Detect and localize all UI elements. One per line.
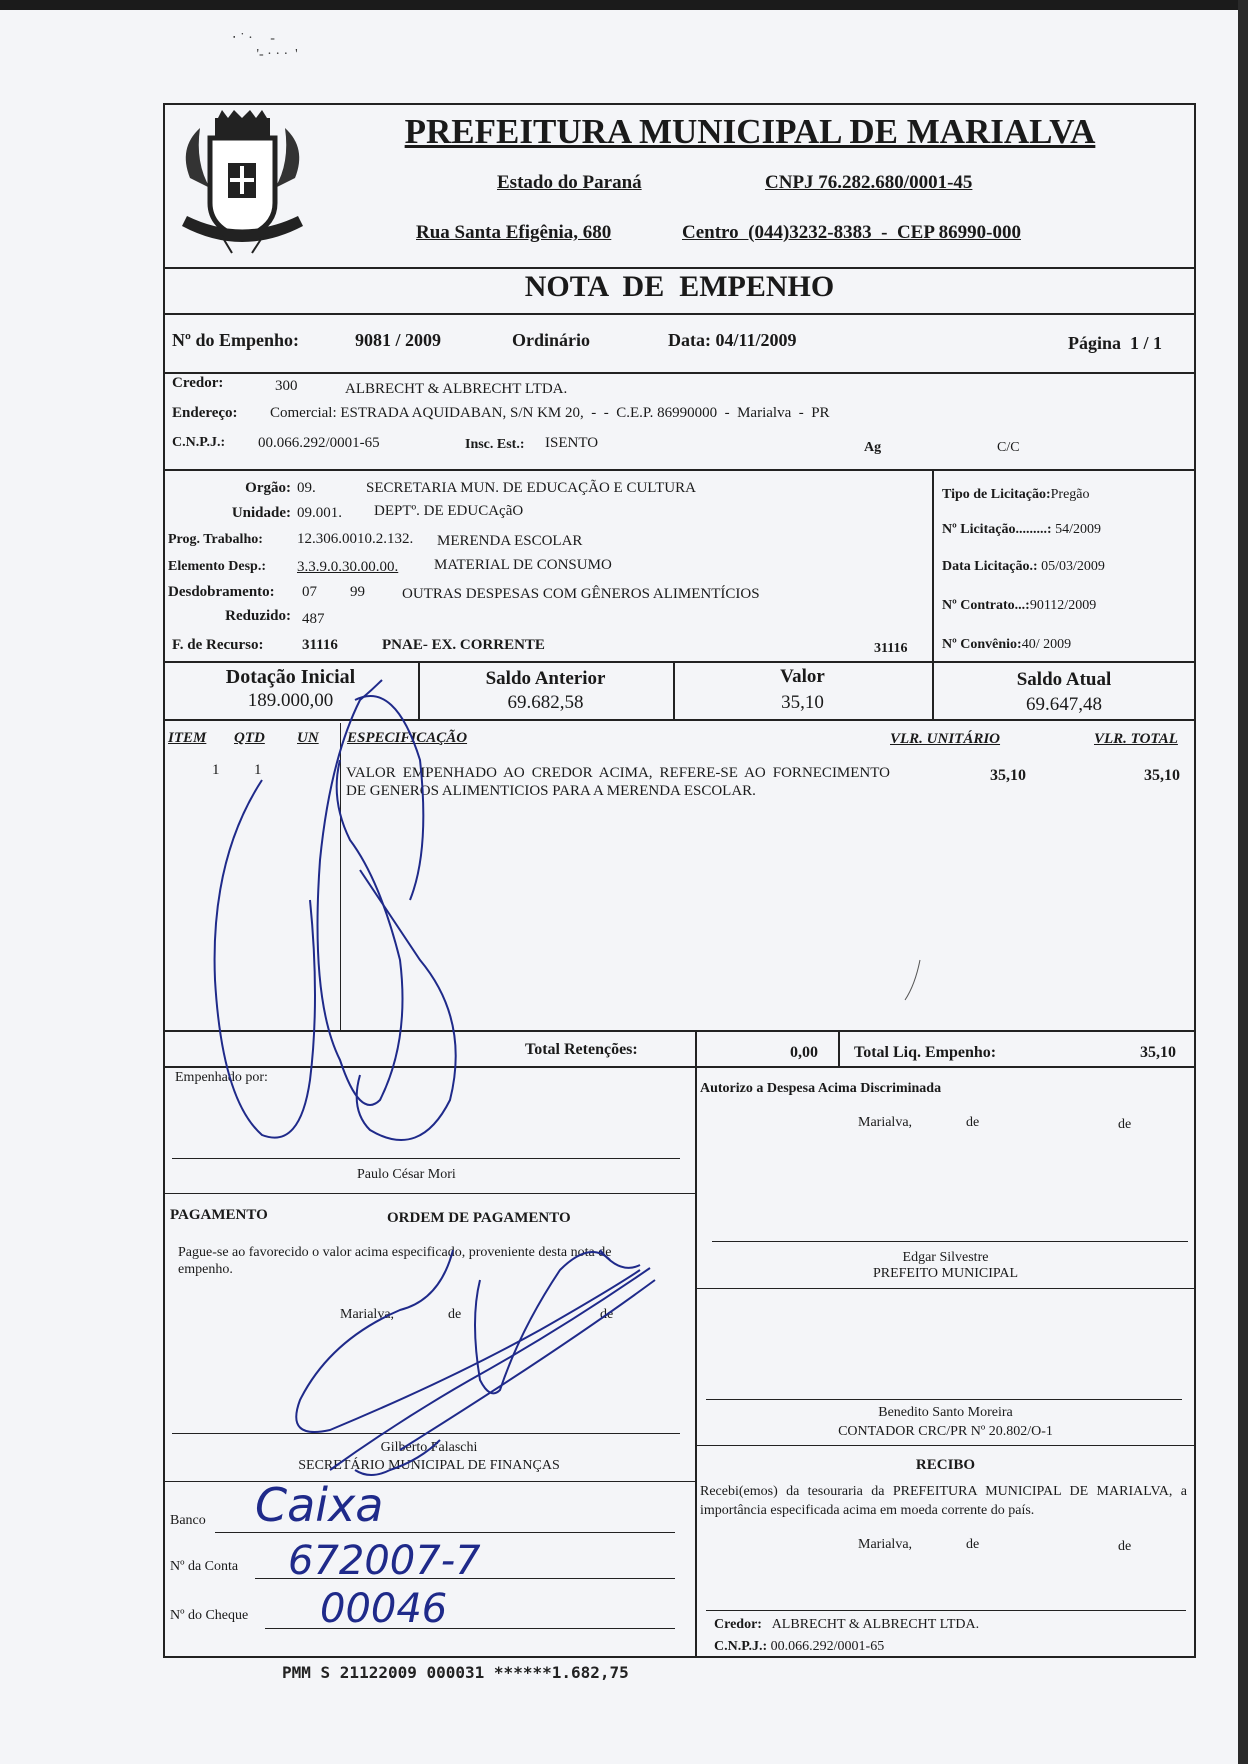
col-un: UN — [297, 730, 319, 746]
conta-label: Nº da Conta — [170, 1559, 239, 1574]
scan-specks: ‧ ˙ · - '‐ · · · ' — [232, 31, 298, 62]
recibo-cnpj-value: 00.066.292/0001-65 — [770, 1639, 885, 1654]
licitacao-convenio-label: Nº Convênio: — [942, 637, 1022, 652]
saldo-anterior-value: 69.682,58 — [507, 692, 584, 713]
orgao-name: SECRETARIA MUN. DE EDUCAÇÃO E CULTURA — [366, 480, 696, 496]
elem-label: Elemento Desp.: — [168, 559, 266, 574]
contador-name: Benedito Santo Moreira — [878, 1405, 1013, 1420]
licitacao-num-value: 54/2009 — [1055, 522, 1101, 537]
credor-code: 300 — [275, 378, 298, 394]
pagamento-place: Marialva, — [340, 1307, 395, 1322]
licitacao-tipo-label: Tipo de Licitação: — [942, 487, 1051, 502]
doc-title: NOTA DE EMPENHO — [524, 270, 835, 303]
recibo-cnpj-label: C.N.P.J.: — [714, 1639, 768, 1654]
col-espec: ESPECIFICAÇÃO — [347, 730, 468, 746]
saldo-atual-label: Saldo Atual — [1016, 669, 1112, 690]
total-liq-label: Total Liq. Empenho: — [854, 1044, 997, 1061]
secretario-name: Gilberto Falaschi — [380, 1440, 478, 1455]
header-address: Centro (044)3232-8383 - CEP 86990-000 — [682, 222, 1021, 243]
recibo-place: Marialva, — [858, 1537, 913, 1552]
pagamento-de2: de — [600, 1307, 614, 1322]
licitacao-contrato-value: 90112/2009 — [1029, 598, 1097, 613]
insc-label: Insc. Est.: — [465, 437, 525, 452]
desd-code1: 07 — [302, 584, 317, 600]
payment-stamp: PMM S 21122009 000031 ******1.682,75 — [282, 1663, 629, 1682]
cheque-label: Nº do Cheque — [170, 1608, 249, 1623]
retencoes-label: Total Retenções: — [525, 1041, 638, 1058]
elem-code: 3.3.9.0.30.00.00. — [297, 559, 399, 575]
prefeito-title: PREFEITO MUNICIPAL — [872, 1266, 1019, 1281]
licitacao-data-value: 05/03/2009 — [1041, 559, 1105, 574]
saldo-anterior-label: Saldo Anterior — [485, 668, 606, 689]
credor-name: ALBRECHT & ALBRECHT LTDA. — [345, 381, 568, 397]
valor-label: Valor — [780, 666, 825, 687]
saldo-atual-value: 69.647,48 — [1026, 694, 1102, 715]
reduzido-value: 487 — [302, 611, 325, 627]
pagamento-label: PAGAMENTO — [170, 1207, 268, 1223]
licitacao-data-label: Data Licitação.: — [942, 559, 1038, 574]
banco-label: Banco — [170, 1513, 206, 1528]
desd-label: Desdobramento: — [168, 584, 275, 600]
unidade-label: Unidade: — [231, 505, 291, 521]
total-liq-value: 35,10 — [1140, 1044, 1176, 1061]
recibo-text: Recebi(emos) da tesouraria da PREFEITURA MUNICIPAL DE MARIALVA, a importância especificada acima em moeda corrente do país. — [700, 1484, 1187, 1518]
pagamento-de1: de — [448, 1307, 462, 1322]
row-unit: 35,10 — [990, 767, 1026, 784]
col-item: ITEM — [168, 730, 207, 746]
prog-label: Prog. Trabalho: — [168, 532, 263, 547]
header-cnpj: CNPJ 76.282.680/0001-45 — [765, 172, 973, 193]
licitacao-num-label: Nº Licitação.........: — [942, 522, 1052, 537]
col-unit: VLR. UNITÁRIO — [890, 731, 1001, 747]
empenhado-name: Paulo César Mori — [357, 1167, 456, 1182]
conta-handwritten: 672007-7 — [288, 1538, 481, 1584]
dotacao-label: Dotação Inicial — [225, 666, 356, 688]
autorizo-de2: de — [1118, 1117, 1132, 1132]
licitacao-contrato-label: Nº Contrato...: — [942, 598, 1030, 613]
page-title: PREFEITURA MUNICIPAL DE MARIALVA — [404, 112, 1096, 151]
unidade-name: DEPTº. DE EDUCAçãO — [374, 503, 524, 519]
valor-value: 35,10 — [781, 692, 824, 713]
recibo-de1: de — [966, 1537, 980, 1552]
dotacao-value: 189.000,00 — [247, 690, 334, 711]
pagamento-text: Pague-se ao favorecido o valor acima especificado, proveniente desta nota de empenho. — [178, 1245, 612, 1277]
licitacao-tipo-value: Pregão — [1050, 487, 1090, 502]
autorizo-de1: de — [966, 1115, 980, 1130]
recurso-name: PNAE- EX. CORRENTE — [382, 637, 545, 653]
cheque-handwritten: 00046 — [320, 1586, 448, 1632]
insc-value: ISENTO — [545, 435, 599, 451]
secretario-title: SECRETÁRIO MUNICIPAL DE FINANÇAS — [298, 1458, 560, 1473]
orgao-label: Orgão: — [245, 480, 291, 496]
row-qtd: 1 — [254, 762, 262, 778]
unidade-code: 09.001. — [297, 505, 342, 521]
autorizo-place: Marialva, — [858, 1115, 913, 1130]
recurso-code: 31116 — [302, 637, 338, 653]
retencoes-value: 0,00 — [790, 1044, 818, 1061]
cc-label: C/C — [997, 440, 1020, 455]
credor-label: Credor: — [172, 375, 224, 391]
col-qtd: QTD — [234, 730, 265, 746]
cnpj-value: 00.066.292/0001-65 — [258, 435, 380, 451]
licitacao-convenio-value: 40/ 2009 — [1021, 637, 1072, 652]
header-state: Estado do Paraná — [497, 172, 642, 193]
col-total: VLR. TOTAL — [1094, 731, 1178, 747]
empenho-type: Ordinário — [512, 330, 591, 350]
desd-name: OUTRAS DESPESAS COM GÊNEROS ALIMENTÍCIOS — [402, 586, 760, 602]
empenho-date: Data: 04/11/2009 — [668, 330, 797, 350]
recurso-code2: 31116 — [874, 641, 908, 656]
recibo-credor-value: ALBRECHT & ALBRECHT LTDA. — [771, 1617, 980, 1632]
prefeito-name: Edgar Silvestre — [902, 1250, 989, 1265]
contador-title: CONTADOR CRC/PR Nº 20.802/O-1 — [838, 1424, 1053, 1439]
cnpj-label: C.N.P.J.: — [172, 435, 226, 450]
ag-label: Ag — [864, 440, 882, 455]
empenho-num: 9081 / 2009 — [355, 330, 442, 350]
empenho-page: Página 1 / 1 — [1068, 333, 1163, 353]
empenhado-label: Empenhado por: — [175, 1070, 268, 1085]
recibo-de2: de — [1118, 1539, 1132, 1554]
prog-name: MERENDA ESCOLAR — [437, 533, 583, 549]
header-street: Rua Santa Efigênia, 680 — [416, 222, 612, 243]
row-item: 1 — [212, 762, 220, 778]
endereco-value: Comercial: ESTRADA AQUIDABAN, S/N KM 20, - - C.E.P. 86990000 - Marialva - PR — [270, 405, 830, 421]
endereco-label: Endereço: — [172, 405, 238, 421]
empenho-num-label: Nº do Empenho: — [172, 330, 299, 350]
elem-name: MATERIAL DE CONSUMO — [434, 557, 612, 573]
orgao-code: 09. — [297, 480, 316, 496]
recurso-label: F. de Recurso: — [172, 637, 264, 653]
row-espec: VALOR EMPENHADO AO CREDOR ACIMA, REFERE-SE AO FORNECIMENTO DE GENEROS ALIMENTICIOS PARA A MERENDA ESCOLAR. — [346, 765, 890, 799]
prog-code: 12.306.0010.2.132. — [297, 531, 414, 547]
recibo-label: RECIBO — [915, 1457, 976, 1473]
banco-handwritten: Caixa — [255, 1478, 384, 1532]
reduzido-label: Reduzido: — [225, 608, 291, 624]
recibo-credor-label: Credor: — [714, 1617, 762, 1632]
desd-code2: 99 — [350, 584, 365, 600]
autorizo-text: Autorizo a Despesa Acima Discriminada — [700, 1081, 942, 1096]
ordem-pagamento: ORDEM DE PAGAMENTO — [387, 1210, 571, 1226]
row-total: 35,10 — [1144, 767, 1180, 784]
